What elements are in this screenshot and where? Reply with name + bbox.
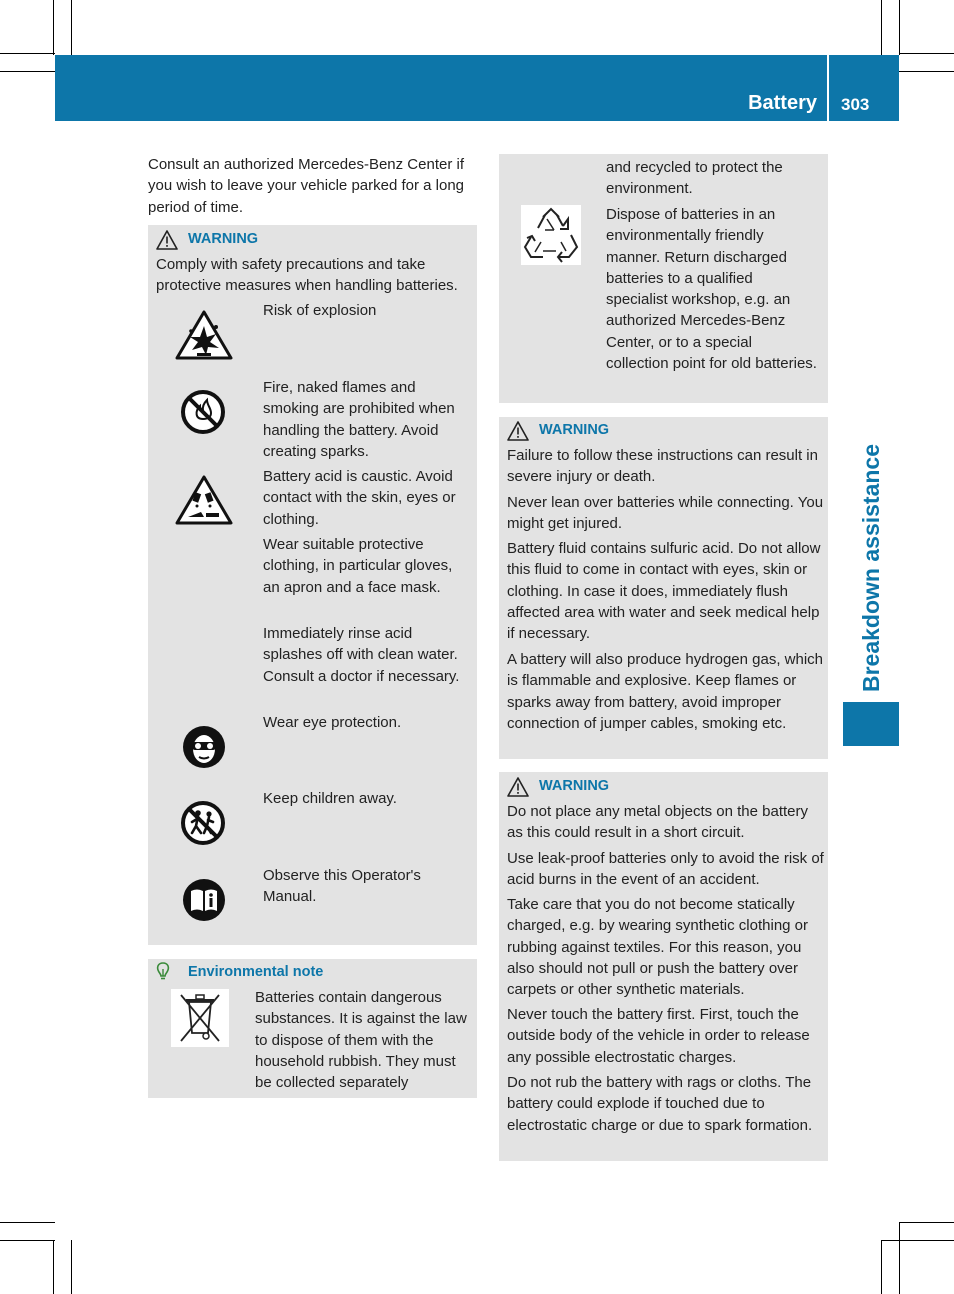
no-fire-icon [180, 389, 226, 435]
crop-mark [899, 53, 954, 54]
crop-mark [899, 0, 900, 55]
warning-2-text-2: Never lean over batteries while connecting. You might get injured. [507, 494, 824, 533]
warning-3-text-2: Use leak-proof batteries only to avoid the risk of acid burns in the event of an accident. [507, 850, 824, 889]
acid-text-1: Battery acid is caustic. Avoid contact with the skin, eyes or clothing. [263, 468, 456, 528]
manual-text: Observe this Operator's Manual. [263, 867, 421, 906]
explosion-text: Risk of explosion [263, 302, 377, 319]
warning-3-text-1: Do not place any metal objects on the battery as this could result in a short circuit. [507, 803, 809, 842]
crop-mark [881, 0, 882, 55]
eyes-text: Wear eye protection. [263, 714, 402, 731]
corrosive-icon [175, 475, 233, 525]
warning-2-text-4: A battery will also produce hydrogen gas, which is flammable and explosive. Keep flames or sparks away from battery, avoid improper connection of jumper cables, smoking etc. [507, 651, 824, 732]
environmental-note-icon [154, 961, 172, 983]
children-text: Keep children away. [263, 790, 397, 807]
warning-title-2: WARNING [539, 422, 610, 438]
crop-mark [0, 53, 55, 54]
crop-mark [899, 71, 954, 72]
warning-title-3: WARNING [539, 778, 610, 794]
warning-triangle-icon [507, 421, 529, 441]
warning-3-text-3: Take care that you do not become statically charged, e.g. by wearing synthetic clothing or rubbing against textiles. For this reason, you also should not pull or push the battery over carpets or other synthetic materials. [507, 896, 809, 999]
crop-mark [53, 1240, 54, 1294]
keep-children-away-icon [180, 800, 226, 846]
environmental-note-cont-1: and recycled to protect the environment. [606, 159, 783, 198]
page-number: 303 [841, 95, 870, 114]
environmental-note-text: Batteries contain dangerous substances. It is against the law to dispose of them with the household rubbish. They must be collected separately [255, 989, 467, 1092]
acid-text-3: Immediately rinse acid splashes off with clean water. Consult a doctor if necessary. [263, 625, 460, 685]
page-header [55, 55, 899, 121]
crop-mark [881, 1240, 954, 1241]
warning-2-text-3: Battery fluid contains sulfuric acid. Do not allow this fluid to come in contact with eyes, skin or clothing. In case it does, immediately flush affected area with water and seek medical help if necessary. [507, 540, 821, 643]
crop-mark [53, 0, 54, 55]
environmental-note-cont-2: Dispose of batteries in an environmentally friendly manner. Return discharged batteries to a qualified specialist workshop, e.g. an authorized Mercedes-Benz Center, or to a special collection point for old batteries. [606, 206, 817, 373]
crop-mark [899, 1222, 954, 1223]
eye-protection-icon [181, 724, 227, 770]
warning-triangle-icon [507, 777, 529, 797]
operator-manual-icon [181, 877, 227, 923]
acid-text-2: Wear suitable protective clothing, in particular gloves, an apron and a face mask. [263, 536, 453, 596]
header-divider [827, 55, 829, 121]
warning-3-text-4: Never touch the battery first. First, touch the outside body of the vehicle in order to release any possible electrostatic charges. [507, 1006, 810, 1066]
crop-mark [71, 1240, 72, 1294]
explosion-hazard-icon [175, 310, 233, 360]
crossed-bin-icon [171, 989, 229, 1047]
crop-mark [0, 1240, 55, 1241]
warning-triangle-icon [156, 230, 178, 250]
crop-mark [881, 1240, 882, 1294]
fire-text: Fire, naked flames and smoking are prohibited when handling the battery. Avoid creating sparks. [263, 379, 455, 460]
environmental-note-title: Environmental note [188, 964, 324, 980]
crop-mark [899, 1222, 900, 1294]
warning-1-text: Comply with safety precautions and take protective measures when handling batteries. [156, 256, 458, 295]
side-tab-marker [843, 702, 899, 746]
intro-text: Consult an authorized Mercedes-Benz Center if you wish to leave your vehicle parked for a long period of time. [148, 156, 465, 216]
crop-mark [0, 1222, 55, 1223]
warning-3-text-5: Do not rub the battery with rags or cloths. The battery could explode if touched due to electrostatic charge or due to spark formation. [507, 1074, 813, 1134]
recycle-icon [521, 205, 581, 265]
warning-2-text-1: Failure to follow these instructions can result in severe injury or death. [507, 447, 818, 486]
crop-mark [0, 71, 55, 72]
section-title: Battery [748, 92, 817, 114]
crop-mark [71, 0, 72, 55]
warning-title-1: WARNING [188, 231, 259, 247]
side-tab-label: Breakdown assistance [858, 443, 884, 693]
